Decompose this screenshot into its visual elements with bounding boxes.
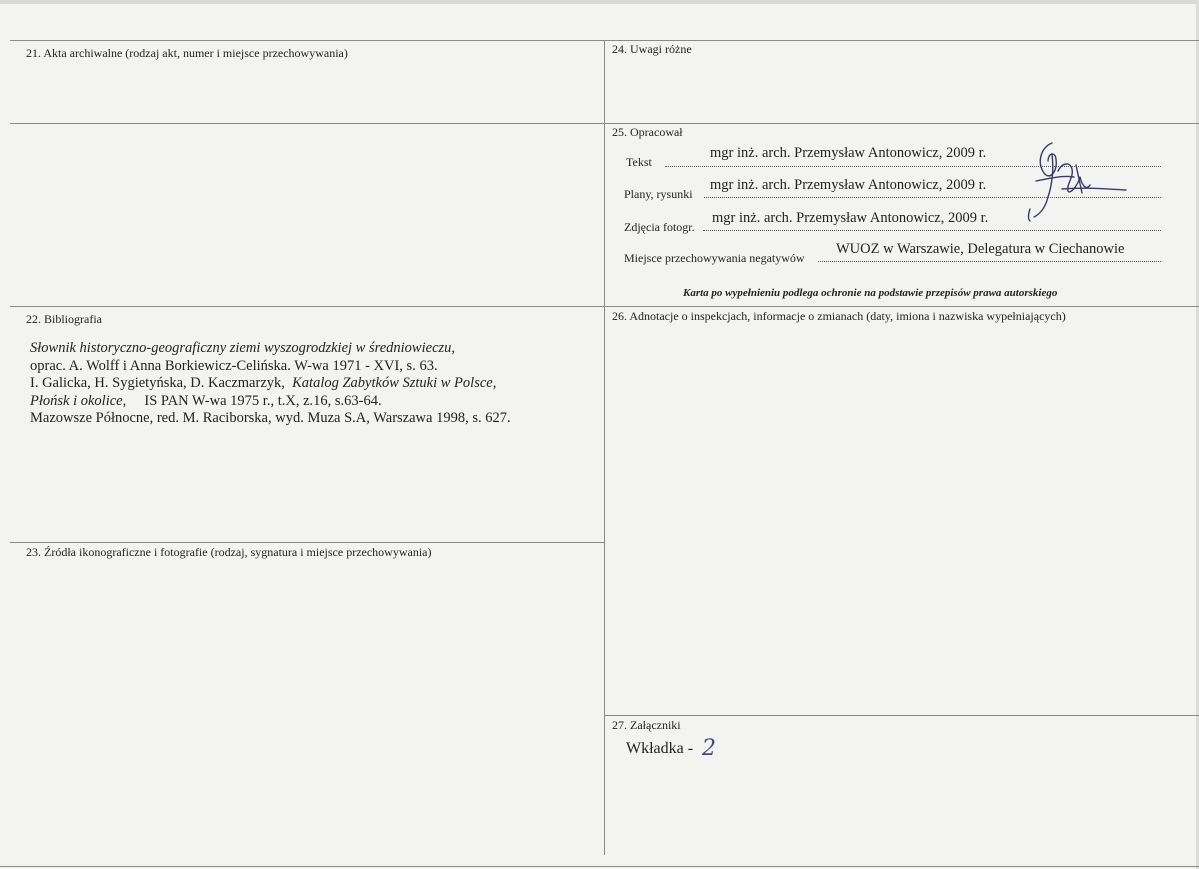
section-26-label: 26. Adnotacje o inspekcjach, informacje o zmianach (daty, imiona i nazwiska wypełniających) [612,309,1066,323]
attachments-value: Wkładka - [626,740,694,757]
rule-22-bottom [10,542,604,543]
section-22-label: 22. Bibliografia [26,312,102,326]
copyright-notice: Karta po wypełnieniu podlega ochronie na podstawie przepisów prawa autorskiego [683,287,1058,299]
plany-label: Plany, rysunki [624,187,693,201]
tekst-label: Tekst [626,155,652,169]
bibliography-line-3 [30,375,590,393]
zdjecia-value: mgr inż. arch. Przemysław Antonowicz, 2009 r. [712,210,989,226]
signature-icon [1022,135,1132,225]
section-27-label: 27. Załączniki [612,718,681,732]
rule-26-bottom [604,715,1199,716]
plany-value: mgr inż. arch. Przemysław Antonowicz, 2009 r. [710,177,987,193]
section-21-label: 21. Akta archiwalne (rodzaj akt, numer i miejsce przechowywania) [26,46,348,60]
negatywy-value: WUOZ w Warszawie, Delegatura w Ciechanowie [836,241,1125,257]
section-23-label: 23. Źródła ikonograficzne i fotografie (rodzaj, sygnatura i miejsce przechowywania) [26,545,432,559]
tekst-value: mgr inż. arch. Przemysław Antonowicz, 2009 r. [710,145,987,161]
bibliography-line-5: Mazowsze Północne, red. M. Raciborska, wyd. Muza S.A, Warszawa 1998, s. 627. [30,410,511,426]
bibliography-catalog-title: Katalog Zabytków Sztuki w Polsce, [292,375,497,391]
zdjecia-dotted-line [703,230,1161,231]
zdjecia-label: Zdjęcia fotogr. [624,220,695,234]
bibliography-catalog-volume: Płońsk i okolice, [30,392,127,409]
negatywy-dotted-line [818,261,1161,262]
rule-bottom [0,866,1199,867]
bibliography-text [30,340,590,428]
bibliography-line-2: oprac. A. Wolff i Anna Borkiewicz-Celińska. W-wa 1971 - XVI, s. 63. [30,357,438,374]
bibliography-line-1: Słownik historyczno-geograficzny ziemi wyszogrodzkiej w średniowieczu, [30,340,456,356]
rule-21-bottom [10,123,1199,124]
negatywy-label: Miejsce przechowywania negatywów [624,251,805,265]
bibliography-publisher: IS PAN W-wa 1975 r., t.X, z.16, s.63-64. [144,392,382,409]
section-24-label: 24. Uwagi różne [612,42,692,56]
attachments-number: 2 [702,736,716,761]
bibliography-line-4 [30,393,590,411]
section-25-label: 25. Opracował [612,125,683,139]
rule-25-bottom [10,306,1199,307]
bibliography-authors: I. Galicka, H. Sygietyńska, D. Kaczmarzyk, [30,375,285,391]
top-edge [0,0,1199,4]
column-divider [604,40,605,855]
